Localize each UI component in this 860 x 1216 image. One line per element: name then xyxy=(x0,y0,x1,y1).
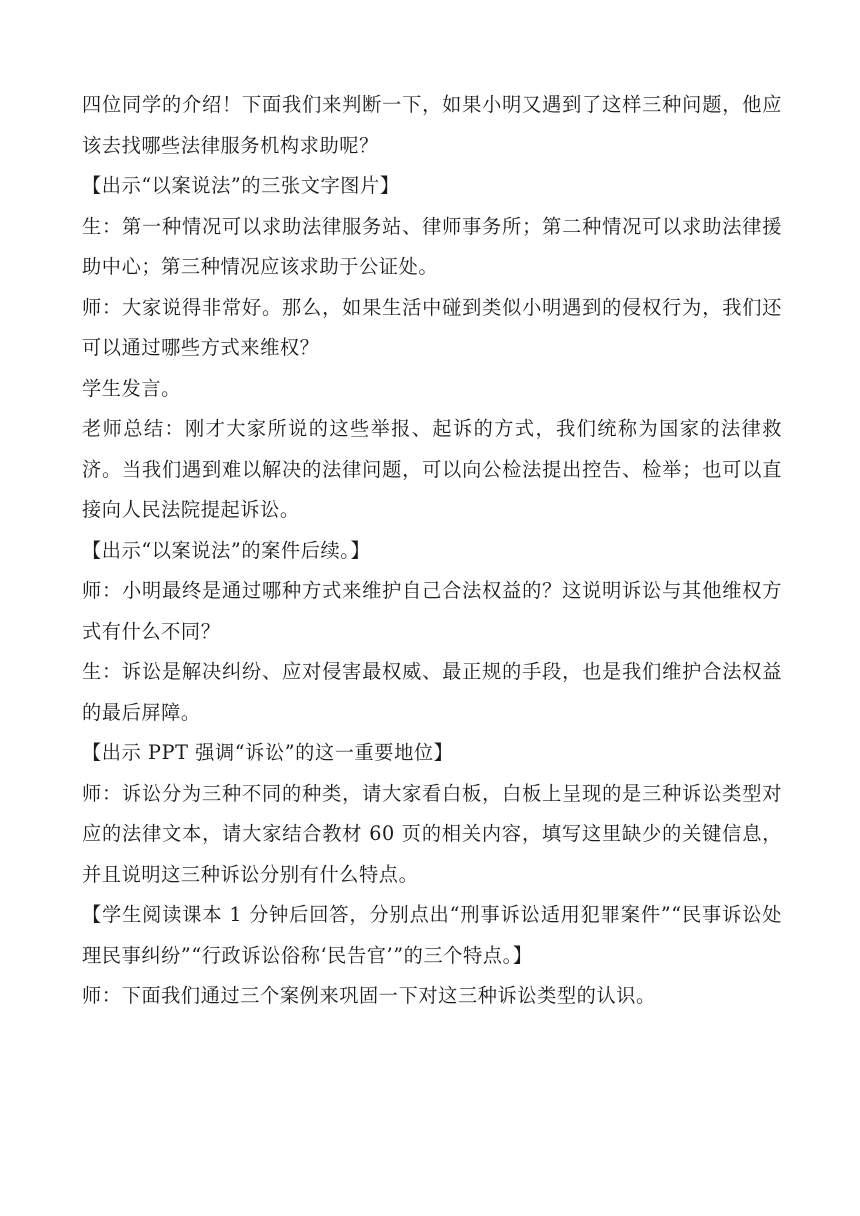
paragraph: 师：小明最终是通过哪种方式来维护自己合法权益的？这说明诉讼与其他维权方式有什么不同？ xyxy=(82,579,782,643)
paragraph: 【出示“以案说法”的三张文字图片】 xyxy=(82,174,400,197)
paragraph: 【出示 PPT 强调“诉讼”的这一重要地位】 xyxy=(82,741,454,764)
paragraph: 生：第一种情况可以求助法律服务站、律师事务所；第二种情况可以求助法律援助中心；第三种情况应该求助于公证处。 xyxy=(82,214,782,278)
paragraph: 【出示“以案说法”的案件后续。】 xyxy=(82,538,371,562)
document-page xyxy=(82,85,782,1017)
paragraph: 老师总结：刚才大家所说的这些举报、起诉的方式，我们统称为国家的法律救济。当我们遇到难以解决的法律问题，可以向公检法提出控告、检举；也可以直接向人民法院提起诉讼。 xyxy=(82,417,782,521)
paragraph: 四位同学的介绍！下面我们来判断一下，如果小明又遇到了这样三种问题，他应该去找哪些法律服务机构求助呢？ xyxy=(82,93,782,157)
paragraph: 学生发言。 xyxy=(82,376,181,400)
paragraph: 【学生阅读课本 1 分钟后回答，分别点出“刑事诉讼适用犯罪案件”“民事诉讼处理民事纠纷”“行政诉讼俗称‘民告官’”的三个特点。】 xyxy=(82,903,782,967)
paragraph: 师：诉讼分为三种不同的种类，请大家看白板，白板上呈现的是三种诉讼类型对应的法律文本，请大家结合教材 60 页的相关内容，填写这里缺少的关键信息，并且说明这三种诉讼分别有什么特点。 xyxy=(82,781,782,886)
paragraph: 师：下面我们通过三个案例来巩固一下对这三种诉讼类型的认识。 xyxy=(82,984,656,1007)
paragraph: 生：诉讼是解决纠纷、应对侵害最权威、最正规的手段，也是我们维护合法权益的最后屏障。 xyxy=(82,660,782,724)
paragraph: 师：大家说得非常好。那么，如果生活中碰到类似小明遇到的侵权行为，我们还可以通过哪些方式来维权？ xyxy=(82,295,782,359)
